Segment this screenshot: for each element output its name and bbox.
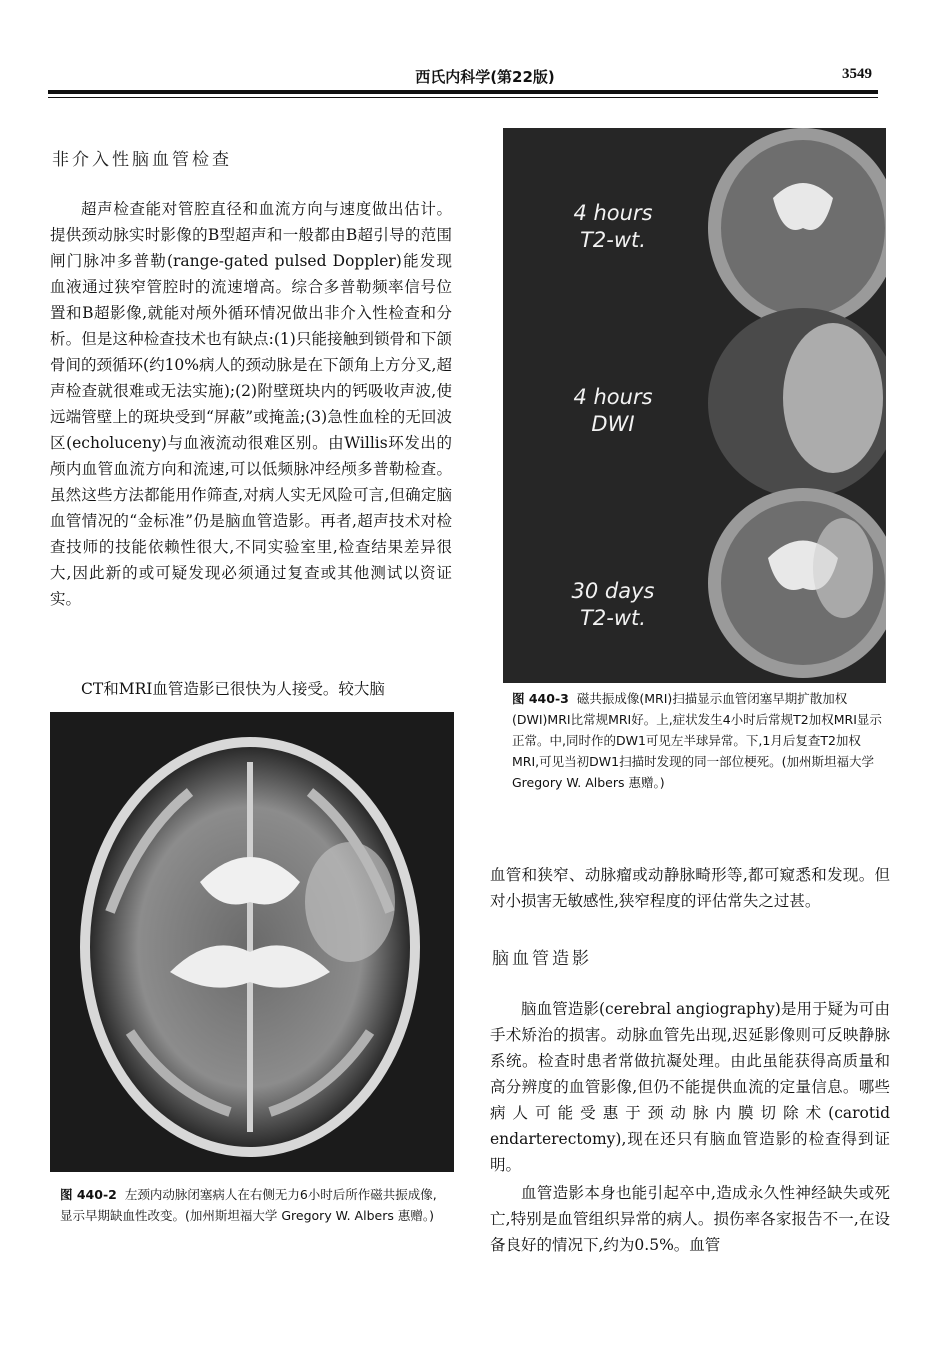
mri-panel-label-bottom-line1: 30 days — [571, 579, 655, 603]
figure-440-2-label: 图 440-2 — [60, 1187, 117, 1202]
running-header-title: 西氏内科学(第22版) — [415, 68, 555, 86]
figure-440-2-mri-image — [50, 712, 454, 1172]
section-heading-angiography: 脑血管造影 — [492, 949, 592, 969]
mri-panel-label-middle-line1: 4 hours — [573, 385, 653, 409]
header-rule-thin — [48, 97, 878, 98]
paragraph-angiography: 脑血管造影(cerebral angiography)是用于疑为可由手术矫治的损害。动脉血管先出现,迟延影像则可反映静脉系统。检查时患者常做抗凝处理。由此虽能获得高质量和高分辨度的血管影像,但仍不能提供血流的定量信息。哪些病人可能受惠于颈动脉内膜切除术(carotid endarterectomy),现在还只有脑血管造影的检查得到证明。 — [490, 1000, 890, 1174]
paragraph-continued: 血管和狭窄、动脉瘤或动静脉畸形等,都可窥悉和发现。但对小损害无敏感性,狭窄程度的评估常失之过甚。 — [490, 866, 890, 910]
header-rule-thick — [48, 90, 878, 94]
mri-panel-label-top-line1: 4 hours — [573, 201, 653, 225]
paragraph-ultrasound: 超声检查能对管腔直径和血流方向与速度做出估计。提供颈动脉实时影像的B型超声和一般都由B超引导的范围闸门脉冲多普勒(range-gated pulsed Doppler)能发现血液通过狭窄管腔时的流速增高。综合多普勒频率信号位置和B超影像,就能对颅外循环情况做出非介入性检查和分析。但是这种检查技术也有缺点:(1)只能接触到锁骨和下颌骨间的颈循环(约10%病人的颈动脉是在下颌角上方分叉,超声检查就很难或无法实施);(2)附壁斑块内的钙吸收声波,使远端管壁上的斑块受到“屏蔽”或掩盖;(3)急性血栓的无回波区(echoluceny)与血液流动很难区别。由Willis环发出的颅内血管血流方向和流速,可以低频脉冲经颅多普勒检查。虽然这些方法都能用作筛查,对病人实无风险可言,但确定脑血管情况的“金标准”仍是脑血管造影。再者,超声技术对检查技师的技能依赖性很大,不同实验室里,检查结果差异很大,因此新的或可疑发现必须通过复查或其他测试以资证实。 — [50, 200, 452, 608]
figure-440-2-caption-text: 左颈内动脉闭塞病人在右侧无力6小时后所作磁共振成像,显示早期缺血性改变。(加州斯坦福大学 Gregory W. Albers 惠赠。) — [60, 1187, 437, 1223]
section-heading-noninvasive: 非介入性脑血管检查 — [52, 150, 232, 170]
figure-440-2-caption — [60, 1184, 440, 1226]
figure-440-3-label: 图 440-3 — [512, 691, 569, 706]
brain-axial-t2-illustration — [50, 712, 454, 1172]
mri-panel-label-bottom-line2: T2-wt. — [580, 606, 646, 630]
mri-panel-label-middle — [533, 384, 693, 438]
figure-440-3-caption — [512, 688, 884, 793]
mri-panel-label-bottom — [533, 578, 693, 632]
figure-440-3-caption-text: 磁共振成像(MRI)扫描显示血管闭塞早期扩散加权(DWI)MRI比常规MRI好。上,症状发生4小时后常规T2加权MRI显示正常。中,同时作的DW1可见左半球异常。下,1月后复查T2加权MRI,可见当初DW1扫描时发现的同一部位梗死。(加州斯坦福大学 Gregory W. Albers 惠赠。) — [512, 691, 882, 790]
page-number: 3549 — [842, 66, 872, 82]
mri-panel-label-middle-line2: DWI — [591, 412, 635, 436]
paragraph-angiography-risks: 血管造影本身也能引起卒中,造成永久性神经缺失或死亡,特别是血管组织异常的病人。损伤率各家报告不一,在设备良好的情况下,约为0.5%。血管 — [490, 1184, 890, 1254]
figure-440-3-mri-image — [503, 128, 886, 683]
mri-panel-label-top — [533, 200, 693, 254]
mri-panel-label-top-line2: T2-wt. — [580, 228, 646, 252]
paragraph-ct-mri: CT和MRI血管造影已很快为人接受。较大脑 — [81, 680, 385, 698]
